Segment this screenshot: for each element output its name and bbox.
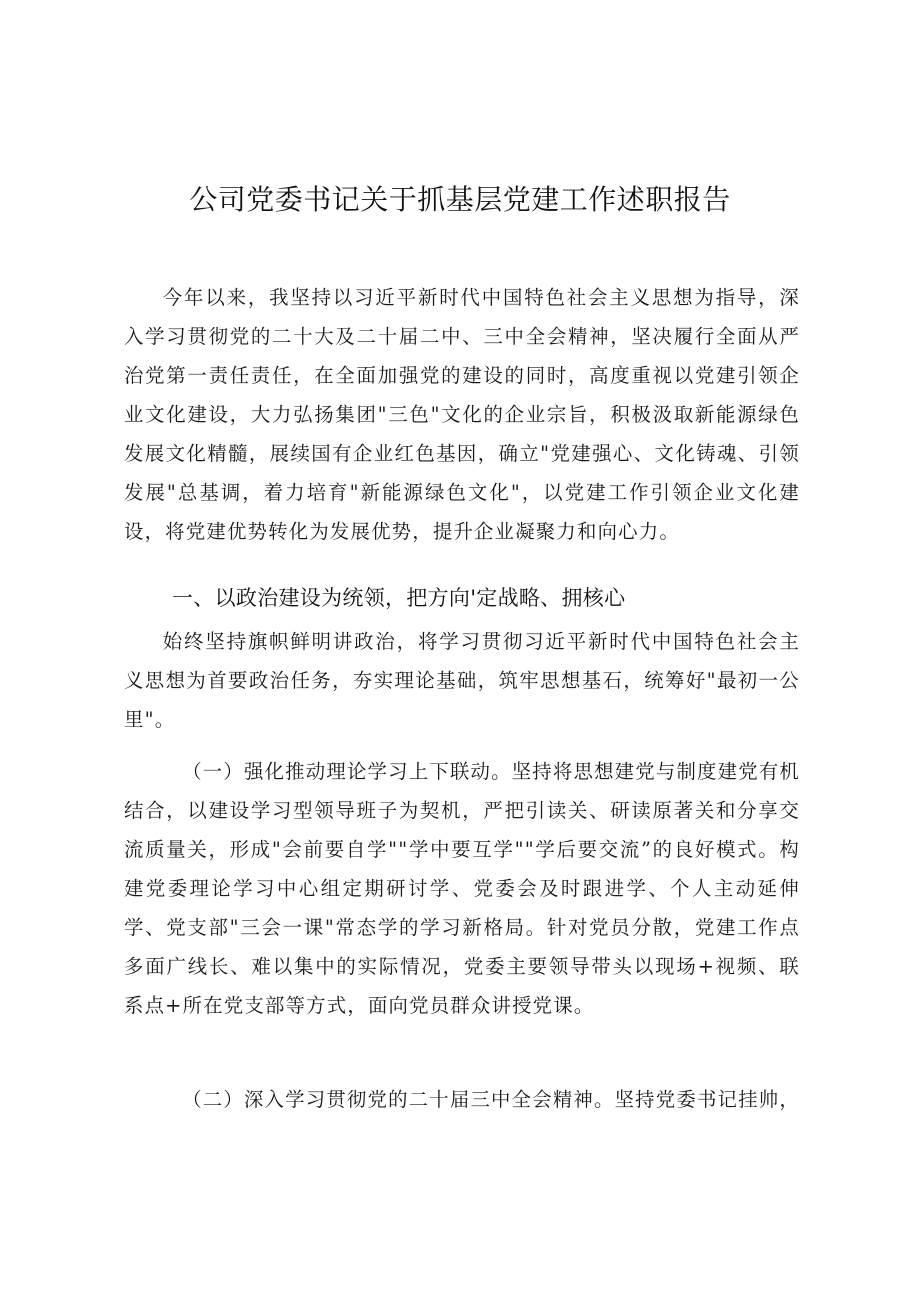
section1-intro-paragraph: 始终坚持旗帜鲜明讲政治，将学习贯彻习近平新时代中国特色社会主义思想为首要政治任务，夯实理论基础，筑牢思想基石，统筹好"最初一公里"。 <box>124 630 800 731</box>
section-heading-1: 一、以政治建设为统领，把方向'定战略、拥核心 <box>172 586 626 610</box>
document-title: 公司党委书记关于抓基层党建工作述职报告 <box>189 183 731 216</box>
subsection-1-paragraph: （一）强化推动理论学习上下联动。坚持将思想建党与制度建党有机结合，以建设学习型领导班子为契机，严把引读关、研读原著关和分享交流质量关，形成"会前要自学""学中要互学""学后要交流”的良好模式。构建党委理论学习中心组定期研讨学、党委会及时跟进学、个人主动延伸学、党支部"三会一课"常态学的学习新格局。针对党员分散，党建工作点多面广线长、难以集中的实际情况，党委主要领导带头以现场+视频、联系点+所在党支部等方式，面向党员群众讲授党课。 <box>124 760 800 1017</box>
subsection-2-paragraph: （二）深入学习贯彻党的二十届三中全会精神。坚持党委书记挂帅， <box>182 1088 800 1111</box>
intro-paragraph: 今年以来，我坚持以习近平新时代中国特色社会主义思想为指导，深入学习贯彻党的二十大及二十届二中、三中全会精神，坚决履行全面从严治党第一责任责任，在全面加强党的建设的同时，高度重视以党建引领企业文化建设，大力弘扬集团"三色"文化的企业宗旨，积极汲取新能源绿色发展文化精髓，展续国有企业红色基因，确立"党建强心、文化铸魂、引领发展"总基调，着力培育"新能源绿色文化"，以党建工作引领企业文化建设，将党建优势转化为发展优势，提升企业凝聚力和向心力。 <box>124 286 800 543</box>
